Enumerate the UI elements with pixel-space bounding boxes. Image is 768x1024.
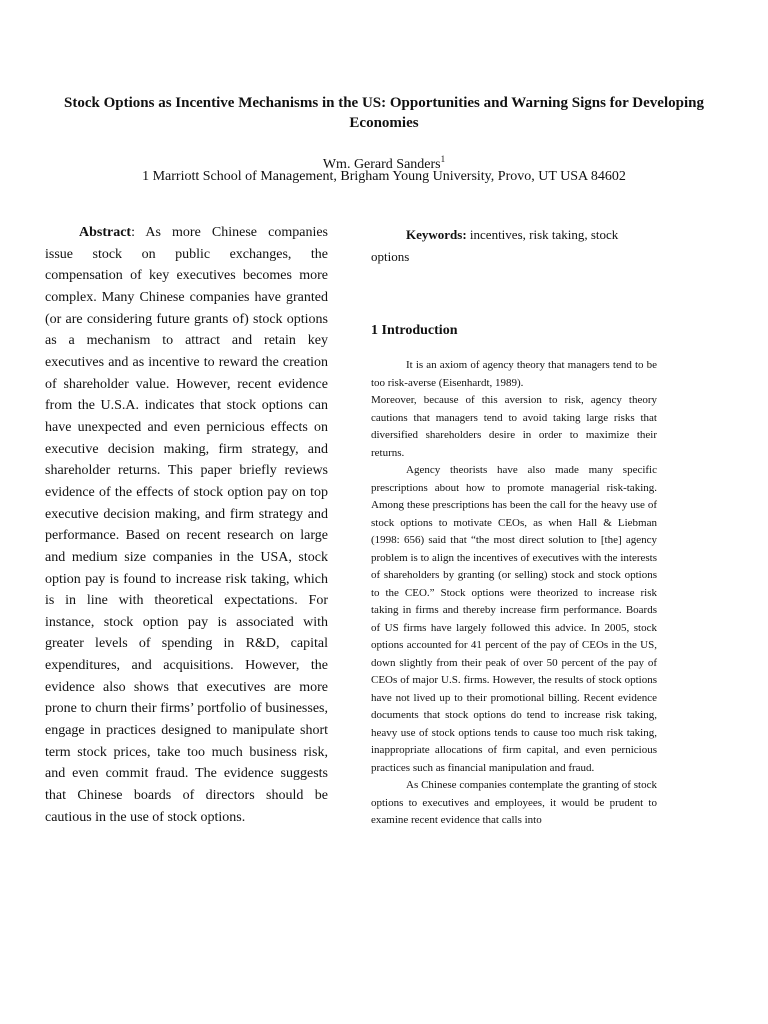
author-affiliation-marker: 1 <box>440 154 446 164</box>
intro-paragraph: Moreover, because of this aversion to risk, agency theory cautions that managers tend to avoid taking large risks that diversified shareholders desire in order to maximize their returns. <box>371 394 657 459</box>
affiliation: 1 Marriott School of Management, Brigham Young University, Provo, UT USA 84602 <box>142 169 626 184</box>
abstract <box>45 222 328 828</box>
keywords <box>371 224 657 267</box>
abstract-label: Abstract <box>79 225 132 240</box>
section-heading-introduction: 1 Introduction <box>371 323 458 338</box>
paper-title: Stock Options as Incentive Mechanisms in the US: Opportunities and Warning Signs for Developing Economies <box>64 95 704 131</box>
author-name: Wm. Gerard Sanders <box>322 157 441 172</box>
keywords-text: incentives, risk taking, stock options <box>371 227 619 264</box>
intro-paragraph: It is an axiom of agency theory that managers tend to be too risk-averse (Eisenhardt, 1989). <box>371 359 657 389</box>
intro-paragraph: Agency theorists have also made many specific prescriptions about how to promote managerial risk-taking. Among these prescriptions has been the call for the heavy use of stock options to motivate CEOs, as when Hall & Liebman (1998: 656) said that “the most direct solution to [the] agency problem is to align the incentives of executives with the interests of shareholders by granting (or selling) stock and stock options to the CEO.” Stock options were theorized to increase risk taking in firms and thereby increase firm performance. Boards of US firms have largely followed this advice. In 2005, stock options accounted for 41 percent of the pay of CEOs in the US, down slightly from their peak of over 50 percent of the pay of CEOs of major U.S. firms. However, the results of stock options have not lived up to their promotional billing. Recent evidence documents that stock options do tend to increase risk taking, heavy use of stock options tends to cause too much risk taking, inappropriate allocations of firm capital, and even pernicious practices such as financial manipulation and fraud. <box>371 464 657 774</box>
intro-paragraph: As Chinese companies contemplate the granting of stock options to executives and employees, it would be prudent to examine recent evidence that calls into <box>371 779 657 826</box>
abstract-text: : As more Chinese companies issue stock on public exchanges, the compensation of key executives becomes more complex. Many Chinese companies have granted (or are considering future grants of) stock options as a mechanism to attract and retain key executives and as incentive to reward the creation of shareholder value. However, recent evidence from the U.S.A. indicates that stock options can have unexpected and even pernicious effects on executive decision making, firm strategy, and shareholder returns. This paper briefly reviews evidence of the effects of stock option pay on top executive decision making, and firm strategy and performance. Based on recent research on large and medium size companies in the USA, stock option pay is found to increase risk taking, which is in line with theoretical expectations. For instance, stock option pay is associated with greater levels of spending in R&D, capital expenditures, and acquisitions. However, the evidence also shows that executives are more prone to churn their firms’ portfolio of businesses, engage in practices designed to manipulate short term stock prices, take too much business risk, and even commit fraud. The evidence suggests that Chinese boards of directors should be cautious in the use of stock options. <box>45 225 328 825</box>
introduction-body <box>371 357 657 830</box>
keywords-label: Keywords: <box>406 227 467 242</box>
